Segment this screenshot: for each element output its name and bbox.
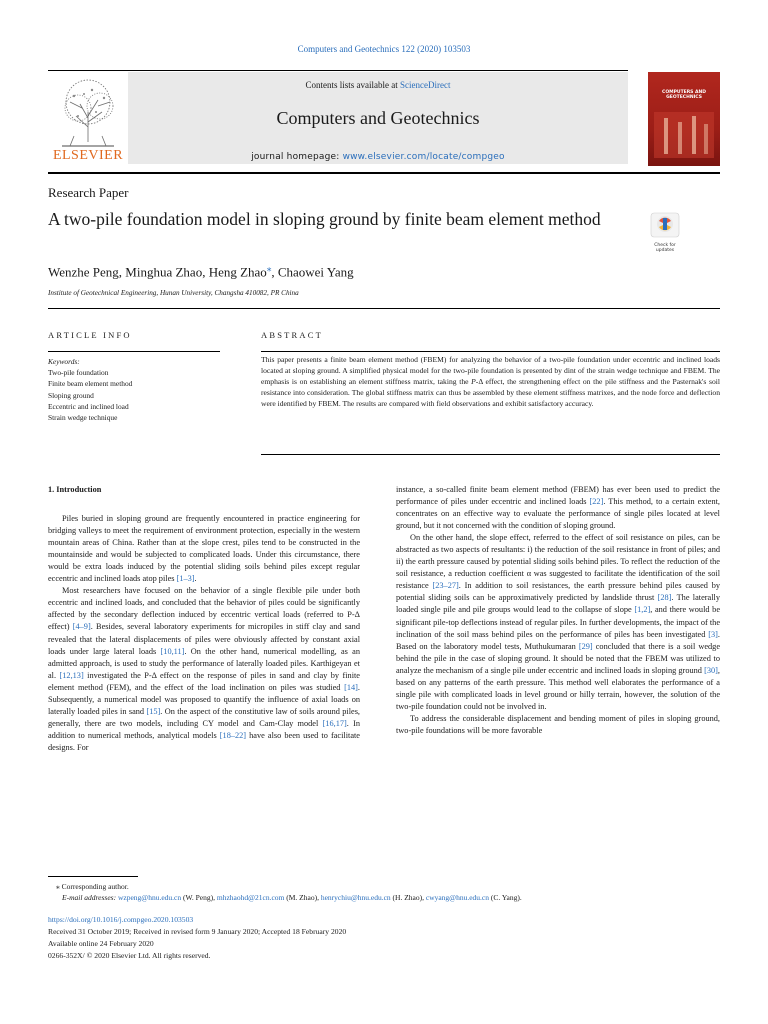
footnotes xyxy=(48,881,720,903)
keyword-item: Eccentric and inclined load xyxy=(48,401,129,411)
paragraph: instance, a so-called finite beam element method (FBEM) has ever been used to predict the performance of piles under eccentric and inclined loads [22]. This method, to a certain extent, concentrates on an effective way to evaluate the performance of single piles located at level ground, but it not concerned with the condition of sloping ground. xyxy=(396,485,721,531)
email-link[interactable]: cwyang@hnu.edu.cn xyxy=(425,893,489,902)
paragraph: To address the considerable displacement and bending moment of piles in sloping ground, two-pile foundations will be more favorable xyxy=(396,713,720,735)
affiliation: Institute of Geotechnical Engineering, Hunan University, Changsha 410082, PR China xyxy=(48,289,299,297)
citation-link[interactable]: [3] xyxy=(708,629,718,639)
abstract-italic: P xyxy=(471,377,476,387)
crossmark-label: Check for updates xyxy=(654,243,676,253)
received-dates: Received 31 October 2019; Received in revised form 9 January 2020; Accepted 18 February 2020 xyxy=(48,927,347,936)
paragraph: On the other hand, the slope effect, referred to the effect of soil resistance on piles, can be abstracted as two aspects of resultants: i) the reduction of the soil resistance in front of piles; and ii) the earth pressure caused by potential sliding soils behind piles. To reflect the reduction of the soil resistance, a reduction coefficient α was suggested to facilitate the identification of the soil resistance [23–27]. In addition to soil resistances, the earth pressure behind piles caused by potential sliding soils can be approximatively predicted by landslide thrust [28]. The laterally loaded single pile and pile groups would lead to the collapse of slope [1,2], and there would be significant pile-top deflections instead of regular piles. In further developments, the impact of the inclination of the soil mass behind piles on the performance of piles has been investigated [3]. Based on the laboratory model tests, Muthukumaran [29] concluded that there is a soil wedge behind the pile in the case of sloping ground. It should be noted that the FBEM was utilized to analyze the mechanism of a single pile under eccentric and inclined loads in sloping ground [30], based on any patterns of the earth pressure. This method well elaborates the performance of a single pile with complicated loads in level ground or hilly terrain, however, the solution of the two-pile foundation could not be involved in. xyxy=(396,533,720,711)
author-list xyxy=(48,263,354,280)
authors-tail: , Chaowei Yang xyxy=(271,264,354,280)
authors-main: Wenzhe Peng, Minghua Zhao, Heng Zhao xyxy=(48,264,267,280)
journal-cover-image[interactable] xyxy=(648,72,720,166)
keywords-label: Keywords: xyxy=(48,357,80,366)
citation-link[interactable]: [15] xyxy=(146,706,161,716)
online-date: Available online 24 February 2020 xyxy=(48,939,154,948)
crossmark-icon xyxy=(648,212,682,238)
header-top-rule xyxy=(48,70,628,71)
citation-link[interactable]: [22] xyxy=(589,497,604,507)
citation-link[interactable]: [23–27] xyxy=(432,581,459,591)
homepage-link[interactable]: www.elsevier.com/locate/compgeo xyxy=(342,152,505,162)
paragraph: Piles buried in sloping ground are frequently encountered in practice engineering for bridging valleys to meet the requirement of environment protection, especially in the western mountain areas of China. Rather than at the slope crest, piles tend to be constructed in the mountainside and would be subjected to complicated loads. Under this circumstance, there would be extra loads induced by the potential sliding soils behind piles except regular eccentric and inclined loads atop piles [1–3]. xyxy=(48,514,360,584)
email-link[interactable]: mhzhaohd@21cn.com xyxy=(216,893,285,902)
cover-art-icon xyxy=(648,72,720,166)
journal-reference-link[interactable]: Computers and Geotechnics 122 (2020) 103503 xyxy=(297,44,471,54)
abstract-part: -Δ effect, the strengthening effect on the pile stiffness and the Pasternak's soil resistance into consideration. The global stiffness matrix can thus be assembled by these element stiffness matrixes, and the node force and deflection were identified by FBEM. The results are compared with field observations and exhibit satisfactory accuracy. xyxy=(261,377,720,409)
email-link[interactable]: wzpeng@hnu.edu.cn xyxy=(117,893,182,902)
sciencedirect-link[interactable]: ScienceDirect xyxy=(400,80,451,90)
article-title: A two-pile foundation model in sloping ground by finite beam element method xyxy=(48,209,601,229)
homepage-prefix: journal homepage: xyxy=(251,152,343,162)
homepage-line xyxy=(128,152,628,162)
article-metadata xyxy=(48,914,720,962)
footnote-rule xyxy=(48,876,138,877)
citation-link[interactable]: [16,17] xyxy=(322,718,347,728)
keywords-block xyxy=(48,356,238,423)
email-addresses: E-mail addresses: wzpeng@hnu.edu.cn (W. Peng), mhzhaohd@21cn.com (M. Zhao), henrychiu@hnu.edu.cn (H. Zhao), cwyang@hnu.edu.cn (C. Yang). xyxy=(62,893,522,902)
copyright: 0266-352X/ © 2020 Elsevier Ltd. All rights reserved. xyxy=(48,951,211,960)
citation-link[interactable]: [10,11] xyxy=(160,646,185,656)
citation-link[interactable]: [1–3] xyxy=(176,574,195,584)
header-bottom-rule xyxy=(48,172,720,174)
article-info-rule xyxy=(48,351,220,352)
contents-prefix: Contents lists available at xyxy=(305,80,400,90)
citation-link[interactable]: [28] xyxy=(657,593,672,603)
keyword-item: Strain wedge technique xyxy=(48,413,118,423)
journal-name: Computers and Geotechnics xyxy=(276,108,480,128)
citation-link[interactable]: [29] xyxy=(578,641,593,651)
citation-link[interactable]: [14] xyxy=(344,682,358,692)
email-label: E-mail addresses: xyxy=(62,893,118,902)
section-heading: 1. Introduction xyxy=(48,485,102,494)
keyword-item: Sloping ground xyxy=(48,390,94,400)
abstract-part: This paper presents a finite beam element method (FBEM) for analyzing the behavior of a two-pile foundation under eccentric and inclined loads located at sloping ground. A simplified physical model for the two-pile foundation is presented by dint of the strain wedge technique and FBEM. The emphasis is on establishing an element stiffness matrix, taking the xyxy=(261,355,720,387)
title-separator-rule xyxy=(48,308,720,309)
abstract-heading: ABSTRACT xyxy=(261,330,323,340)
article-info-heading: ARTICLE INFO xyxy=(48,330,132,340)
elsevier-wordmark: ELSEVIER xyxy=(52,148,124,163)
citation-link[interactable]: [18–22] xyxy=(219,730,247,740)
doi-link[interactable]: https://doi.org/10.1016/j.compgeo.2020.103503 xyxy=(48,915,194,924)
abstract-text xyxy=(261,354,720,409)
body-column-right xyxy=(396,484,720,737)
citation-link[interactable]: [4–9] xyxy=(72,622,91,632)
keyword-item: Finite beam element method xyxy=(48,379,133,389)
abstract-bottom-rule xyxy=(261,454,720,455)
citation-link[interactable]: [12,13] xyxy=(59,670,84,680)
check-for-updates-button[interactable] xyxy=(648,212,682,253)
citation-link[interactable]: [1,2] xyxy=(634,605,651,615)
email-link[interactable]: henrychiu@hnu.edu.cn xyxy=(320,893,391,902)
abstract-top-rule xyxy=(261,351,720,352)
paragraph: Most researchers have focused on the behavior of a single flexible pile under both eccentric and inclined loads, and concluded that the behavior of piles could be significantly affected by the secondary deflection induced by eccentric vertical loads (referred to P-Δ effect) [4–9]. Besides, several laboratory experiments for micropiles in stiff clay and sand revealed that the lateral displacements of piles were obviously affected by constant axial loads under large lateral loads [10,11]. On the other hand, numerical modelling, as an admitted approach, is used to study the performance of laterally loaded piles. Karthigeyan et al. [12,13] investigated the P-Δ effect on the response of piles in sand and clay by finite element method (FEM), and the effect of the load inclination on piles was studied [14]. Subsequently, a numerical model was proposed to quantify the influence of axial loads on laterally loaded piles in sand [15]. On the aspect of the constitutive law of soils around piles, generally, there are two models, including CY model and Cam-Clay model [16,17]. In addition to numerical methods, analytical models [18–22] have also been used to facilitate designs. For xyxy=(48,586,361,752)
cover-title: COMPUTERS AND GEOTECHNICS xyxy=(662,90,706,100)
article-type: Research Paper xyxy=(48,185,129,200)
body-column-left xyxy=(48,484,360,754)
corresponding-author-note: ⁎ Corresponding author. xyxy=(56,882,129,891)
keyword-item: Two-pile foundation xyxy=(48,368,109,378)
contents-line xyxy=(128,80,628,90)
corresponding-author-mark[interactable]: ⁎ xyxy=(266,263,272,273)
citation-link[interactable]: [30] xyxy=(704,665,718,675)
